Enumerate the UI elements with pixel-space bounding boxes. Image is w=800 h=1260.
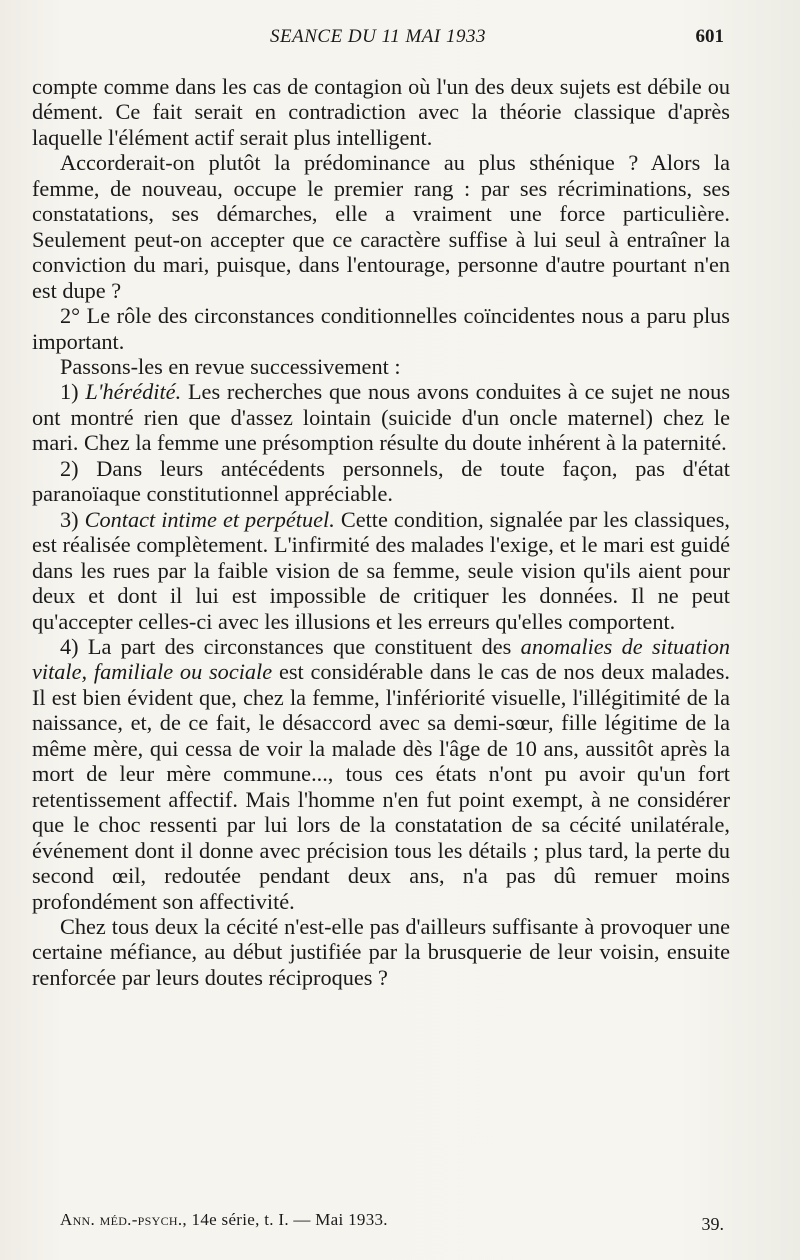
series-info: 14e série, t. I. — Mai 1933. xyxy=(191,1210,388,1229)
paragraph-1: compte comme dans les cas de contagion où l'un des deux sujets est débile ou dément. Ce fait serait en contradiction avec la théorie classique d'après laquelle l'élément actif serait plus intelligent. xyxy=(32,74,730,150)
running-title: SEANCE DU 11 MAI 1933 xyxy=(270,26,486,47)
running-head xyxy=(32,26,724,56)
body-text xyxy=(32,74,730,990)
paragraph-7 xyxy=(32,507,730,634)
signature-mark: 39. xyxy=(701,1214,724,1234)
paragraph-3: 2° Le rôle des circonstances conditionnelles coïncidentes nous a paru plus important. xyxy=(32,303,730,354)
item-title: Contact intime et perpétuel. xyxy=(84,506,335,532)
item-emphasis: anomalies de situation vitale, familiale ou sociale xyxy=(32,633,731,685)
paragraph-4: Passons-les en revue successivement : xyxy=(60,353,401,379)
paragraph-9: Chez tous deux la cécité n'est-elle pas d'ailleurs suffisante à provoquer une certaine méfiance, au début justifiée par la brusquerie de leur voisin, ensuite renforcée par leurs doutes réciproques ? xyxy=(32,913,730,990)
item-text: Cette condition, signalée par les classiques, est réalisée complètement. L'infirmité des malades l'exige, et le mari est guidé dans les rues par la faible vision de sa femme, seule vision qu'ils aient pour deux et dont il lui est impossible de critiquer les données. Il ne peut qu'accepter celles-ci avec les illusions et les erreurs qu'elles comportent. xyxy=(32,506,731,634)
paragraph-6: 2) Dans leurs antécédents personnels, de toute façon, pas d'état paranoïaque constitutionnel appréciable. xyxy=(32,455,730,507)
item-title: L'hérédité. xyxy=(85,379,182,405)
paragraph-8 xyxy=(32,634,730,914)
item-number: 1) xyxy=(60,379,79,405)
item-text: Les recherches que nous avons conduites à ce sujet ne nous ont montré rien que d'assez lointain (suicide d'un oncle maternel) chez le mari. Chez la femme une présomption résulte du doute inhérent à la paternité. xyxy=(32,379,730,456)
journal-abbrev: Ann. méd.-psych., xyxy=(60,1210,187,1229)
page-number: 601 xyxy=(695,26,724,47)
paragraph-5 xyxy=(32,379,730,455)
paragraph-2: Accorderait-on plutôt la prédominance au plus sthénique ? Alors la femme, de nouveau, occupe le premier rang : par ses récriminations, ses constatations, ses démarches, elle a vraiment une force particulière. Seulement peut-on accepter que ce caractère suffise à lui seul à entraîner la conviction du mari, puisque, dans l'entourage, personne d'autre pourtant n'en est dupe ? xyxy=(32,150,730,303)
item-text-start: 4) La part des circonstances que constituent des xyxy=(60,633,512,659)
item-text: est considérable dans le cas de nos deux malades. Il est bien évident que, chez la femme, l'infériorité visuelle, l'illégitimité de la naissance, et, de ce fait, le désaccord avec sa demi-sœur, fille légitime de la même mère, qui cessa de voir la malade dès l'âge de 10 ans, aussitôt après la mort de leur mère commune..., tous ces états n'ont pu avoir qu'un fort retentissement affectif. Mais l'homme n'en fut point exempt, à ne considérer que le choc ressenti par lui lors de la constatation de sa cécité unilatérale, événement dont il donne avec précision tous les détails ; plus tard, la perte du second œil, redoutée pendant deux ans, n'a pas dû remuer moins profondément son affectivité. xyxy=(32,659,731,914)
footer-citation xyxy=(60,1210,388,1230)
item-number: 3) xyxy=(60,506,79,532)
footer xyxy=(60,1210,724,1240)
